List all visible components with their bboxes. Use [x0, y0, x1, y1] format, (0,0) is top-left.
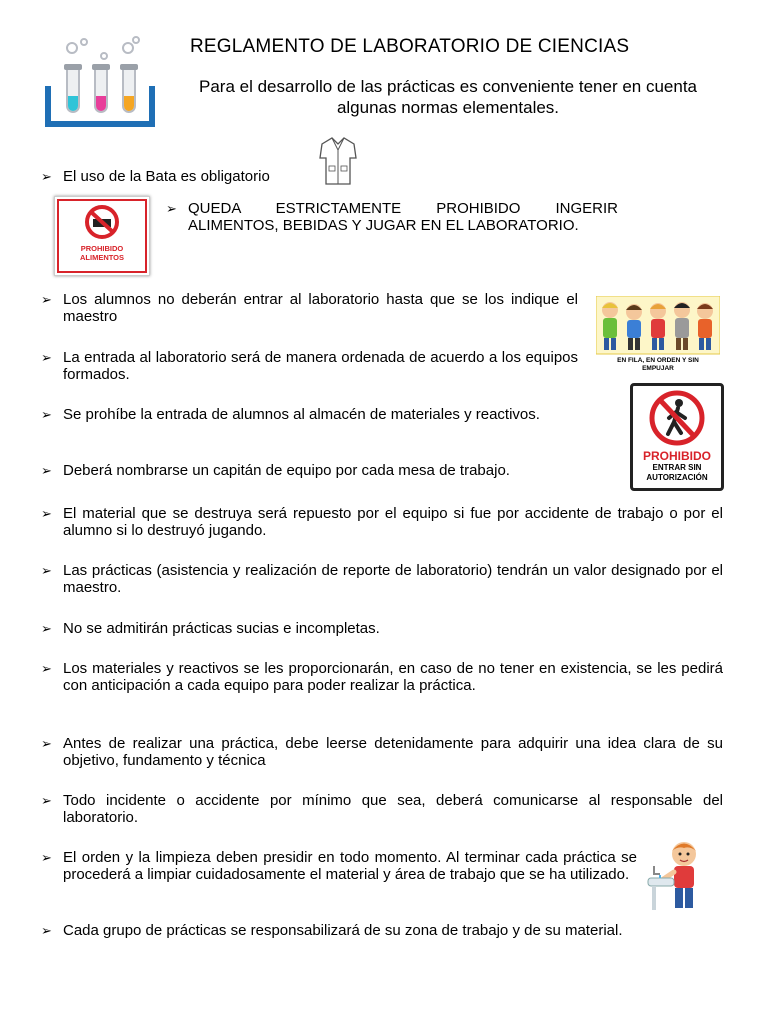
bullet-arrow: ➢ — [41, 463, 52, 478]
rule-text: No se admitirán prácticas sucias e incompletas. — [63, 620, 380, 637]
no-entry-sign-line1: PROHIBIDO — [642, 449, 711, 463]
rule-item — [41, 168, 323, 185]
no-food-sign-line1: PROHIBIDO — [80, 244, 124, 253]
rule-item — [41, 349, 578, 383]
children-line-picture — [596, 296, 720, 374]
children-line-icon — [596, 296, 720, 356]
bullet-arrow: ➢ — [41, 292, 52, 307]
rule-item — [41, 922, 723, 939]
no-food-icon — [55, 197, 149, 275]
rule-item — [166, 200, 618, 234]
bullet-arrow: ➢ — [41, 850, 52, 865]
rule-item — [41, 291, 578, 325]
rule-text: Se prohíbe la entrada de alumnos al almacén de materiales y reactivos. — [63, 406, 540, 423]
no-entry-sign-line2: ENTRAR SIN — [652, 463, 702, 472]
no-entry-sign — [630, 383, 724, 491]
rule-item — [41, 562, 723, 596]
children-caption-line2: EMPUJAR — [642, 365, 674, 372]
page-subtitle: Para el desarrollo de las prácticas es conveniente tener en cuenta algunas normas elementales. — [198, 77, 698, 117]
rule-text: El orden y la limpieza deben presidir en todo momento. Al terminar cada práctica se procederá a limpiar cuidadosamente el material y área de trabajo que se ha utilizado. — [63, 849, 637, 883]
bullet-arrow: ➢ — [41, 169, 52, 184]
rule-item — [41, 660, 723, 694]
bullet-arrow: ➢ — [41, 407, 52, 422]
rule-item — [41, 406, 616, 423]
bullet-arrow: ➢ — [166, 201, 177, 216]
rule-text: Cada grupo de prácticas se responsabilizará de su zona de trabajo y de su material. — [63, 922, 623, 939]
bullet-arrow: ➢ — [41, 350, 52, 365]
bullet-arrow: ➢ — [41, 793, 52, 808]
bullet-arrow: ➢ — [41, 506, 52, 521]
rule-text: El material que se destruya será repuesto por el equipo si fue por accidente de trabajo o por el alumno si lo destruyó jugando. — [63, 505, 723, 539]
rule-item — [41, 505, 723, 539]
no-entry-sign-line3: AUTORIZACIÓN — [646, 473, 708, 482]
no-food-sign — [54, 196, 150, 276]
rule-text: Deberá nombrarse un capitán de equipo por cada mesa de trabajo. — [63, 462, 510, 479]
rule-item — [41, 849, 637, 883]
children-caption-line1: EN FILA, EN ORDEN Y SIN — [617, 357, 699, 364]
rule-text: El uso de la Bata es obligatorio — [63, 168, 270, 185]
no-food-sign-line2: ALIMENTOS — [79, 253, 125, 262]
rule-text: Los materiales y reactivos se les proporcionarán, en caso de no tener en existencia, se les pedirá con anticipación a cada equipo para poder realizar la práctica. — [63, 660, 723, 694]
rule-item — [41, 792, 723, 826]
rule-text: QUEDA ESTRICTAMENTE PROHIBIDO INGERIR ALIMENTOS, BEBIDAS Y JUGAR EN EL LABORATORIO. — [188, 200, 618, 234]
test-tubes-icon — [44, 34, 156, 130]
child-washing-hands-icon — [646, 838, 710, 914]
rule-text: La entrada al laboratorio será de manera ordenada de acuerdo a los equipos formados. — [63, 349, 578, 383]
rule-item — [41, 462, 623, 479]
bullet-arrow: ➢ — [41, 661, 52, 676]
page-title: REGLAMENTO DE LABORATORIO DE CIENCIAS — [190, 36, 630, 57]
rule-text: Las prácticas (asistencia y realización de reporte de laboratorio) tendrán un valor designado por el maestro. — [63, 562, 723, 596]
bullet-arrow: ➢ — [41, 621, 52, 636]
no-entry-pedestrian-icon — [633, 388, 721, 448]
rule-item — [41, 620, 723, 637]
bullet-arrow: ➢ — [41, 923, 52, 938]
rule-item — [41, 735, 723, 769]
rule-text: Antes de realizar una práctica, debe leerse detenidamente para adquirir una idea clara de su objetivo, fundamento y técnica — [63, 735, 723, 769]
bullet-arrow: ➢ — [41, 563, 52, 578]
rule-text: Los alumnos no deberán entrar al laboratorio hasta que se los indique el maestro — [63, 291, 578, 325]
rule-text: Todo incidente o accidente por mínimo que sea, deberá comunicarse al responsable del laboratorio. — [63, 792, 723, 826]
lab-coat-icon — [318, 136, 358, 186]
bullet-arrow: ➢ — [41, 736, 52, 751]
